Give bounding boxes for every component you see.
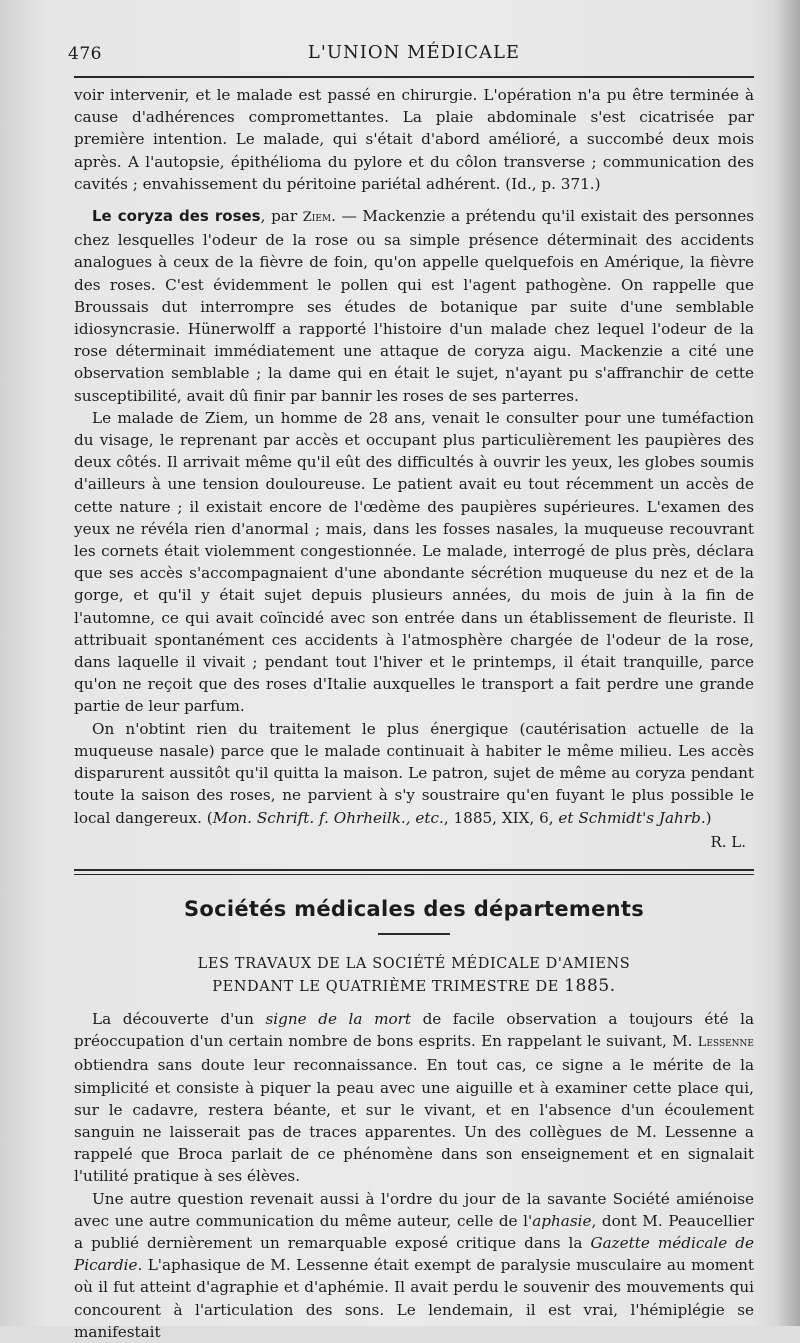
- emphasis-text: aphasie: [532, 1211, 592, 1230]
- section-subtitle-line2: [74, 975, 754, 998]
- article-title: Le coryza des roses: [92, 207, 261, 226]
- citation-source: et Schmidt's Jahrb.: [558, 808, 706, 827]
- citation-journal: Mon. Schrift. f. Ohrheilk., etc.: [212, 808, 444, 827]
- article-signature: R. L.: [710, 832, 746, 851]
- page-number: 476: [68, 44, 102, 64]
- section-subtitle-line1: LES TRAVAUX DE LA SOCIÉTÉ MÉDICALE D'AMIENS: [197, 955, 631, 972]
- section-paragraph: [74, 1008, 754, 1188]
- article-paragraph-last: [74, 718, 754, 829]
- citation-details: , 1885, XIX, 6,: [443, 808, 559, 827]
- paragraph-text: . L'aphasique de M. Lessenne était exempt de paralysie musculaire au moment où il fut atteint d'agraphie et d'aphémie. Il avait perdu le souvenir des mouvements qui concourent à l'articulation des sons. Le lendemain, il est vrai, l'hémiplégie se manifestait: [74, 1256, 754, 1341]
- title-underline: [378, 933, 450, 935]
- section-divider: [74, 869, 754, 875]
- paragraph-text: , dont M. Peaucellier a publié dernièrement un remarquable exposé critique dans la: [74, 1211, 754, 1252]
- page-binding-shadow: [774, 0, 800, 1326]
- paragraph-text: La découverte d'un: [92, 1009, 266, 1028]
- author-prefix: , par: [260, 207, 303, 226]
- person-name: Lessenne: [697, 1035, 754, 1051]
- emphasis-text: signe de la mort: [265, 1009, 411, 1028]
- journal-reference: Gazette médicale de Picardie: [74, 1233, 754, 1275]
- citation-close: ): [705, 808, 712, 827]
- running-head: [68, 38, 754, 74]
- paragraph-text: Une autre question revenait aussi à l'ordre du jour de la savante Société amiénoise avec une autre communication du même auteur, celle de l': [74, 1189, 754, 1230]
- continued-paragraph: voir intervenir, et le malade est passé en chirurgie. L'opération n'a pu être terminée à cause d'adhérences compromettantes. La plaie abdominale s'est cicatrisée par première intention. Le malade, qui s'était d'abord amélioré, a succombé deux mois après. A l'autopsie, épithélioma du pylore et du côlon transverse ; communication des cavités ; envahissement du péritoine pariétal adhérent. (Id., p. 371.): [74, 86, 754, 193]
- article-paragraph: Le malade de Ziem, un homme de 28 ans, venait le consulter pour une tuméfaction du visage, le reprenant par accès et occupant plus particulièrement les paupières des deux côtés. Il arrivait même qu'il eût des difficultés à ouvrir les yeux, les globes soumis d'ailleurs à une tension douloureuse. Le patient avait eu tout récemment un accès de cette nature ; il existait encore de l'œdème des paupières supérieures. L'examen des yeux ne révéla rien d'anormal ; mais, dans les fosses nasales, la muqueuse recouvrant les cornets était violemment congestionnée. Le malade, interrogé de plus près, déclara que ses accès s'accompagnaient d'une abondante sécrétion muqueuse du nez et de la gorge, et qu'il y était sujet depuis plusieurs années, du mois de juin à la fin de l'automne, ce qui avait coïncidé avec son entrée dans un établissement de fleuriste. Il attribuait spontanément ces accidents à l'atmosphère chargée de l'odeur de la rose, dans laquelle il vivait ; pendant tout l'hiver et le printemps, il était tranquille, parce qu'on ne reçoit que des roses d'Italie auxquelles le transport a fait perdre une grande partie de leur parfum.: [74, 408, 754, 716]
- journal-title: L'UNION MÉDICALE: [307, 42, 521, 63]
- article-paragraph-text: . — Mackenzie a prétendu qu'il existait des personnes chez lesquelles l'odeur de la rose ou sa simple présence déterminait des accidents analogues à ceux de la fièvre de foin, qu'on appelle quelquefois en Amérique, la fièvre des roses. C'est évidemment le pollen qui est l'agent pathogène. On rappelle que Broussais dut interrompre ses études de botanique par suite d'une semblable idiosyncrasie. Hünerwolff a rapporté l'histoire d'un malade chez lequel l'odeur de la rose déterminait immédiatement une attaque de coryza aigu. Mackenzie a cité une observation semblable ; la dame qui en était le sujet, n'ayant pu s'affranchir de cette susceptibilité, avait dû finir par bannir les roses de ses parterres.: [74, 207, 754, 405]
- subtitle-year: 1885.: [564, 975, 616, 996]
- paragraph-text: de facile observation a toujours été la préoccupation d'un certain nombre de bons esprits. En rappelant le suivant, M.: [74, 1009, 755, 1051]
- paragraph-text: obtiendra sans doute leur reconnaissance. En tout cas, ce signe a le mérite de la simplicité et consiste à piquer la peau avec une aiguille et à examiner cette place qui, sur le cadavre, restera béante, et sur le vivant, et en l'absence d'un écoulement sanguin ne laisserait pas de traces apparentes. Un des collègues de M. Lessenne a rappelé que Broca parlait de ce phénomène dans son enseignement et en signalait l'utilité pratique à ses élèves.: [74, 1056, 754, 1186]
- header-rule: [74, 76, 754, 78]
- paragraph-text: On n'obtint rien du traitement le plus énergique (cautérisation actuelle de la muqueuse nasale) parce que le malade continuait à habiter le même milieu. Les accès disparurent aussitôt qu'il quitta la maison. Le patron, sujet de même au coryza pendant toute la saison des roses, ne parvient à s'y soustraire qu'en fuyant le plus possible le local dangereux. (: [74, 719, 754, 827]
- section-title: Sociétés médicales des départements: [183, 896, 645, 921]
- section-paragraph: [74, 1188, 754, 1343]
- author-name: Ziem: [302, 210, 332, 226]
- subtitle-text: PENDANT LE QUATRIÈME TRIMESTRE DE: [212, 978, 565, 995]
- article-first-paragraph: [74, 205, 754, 407]
